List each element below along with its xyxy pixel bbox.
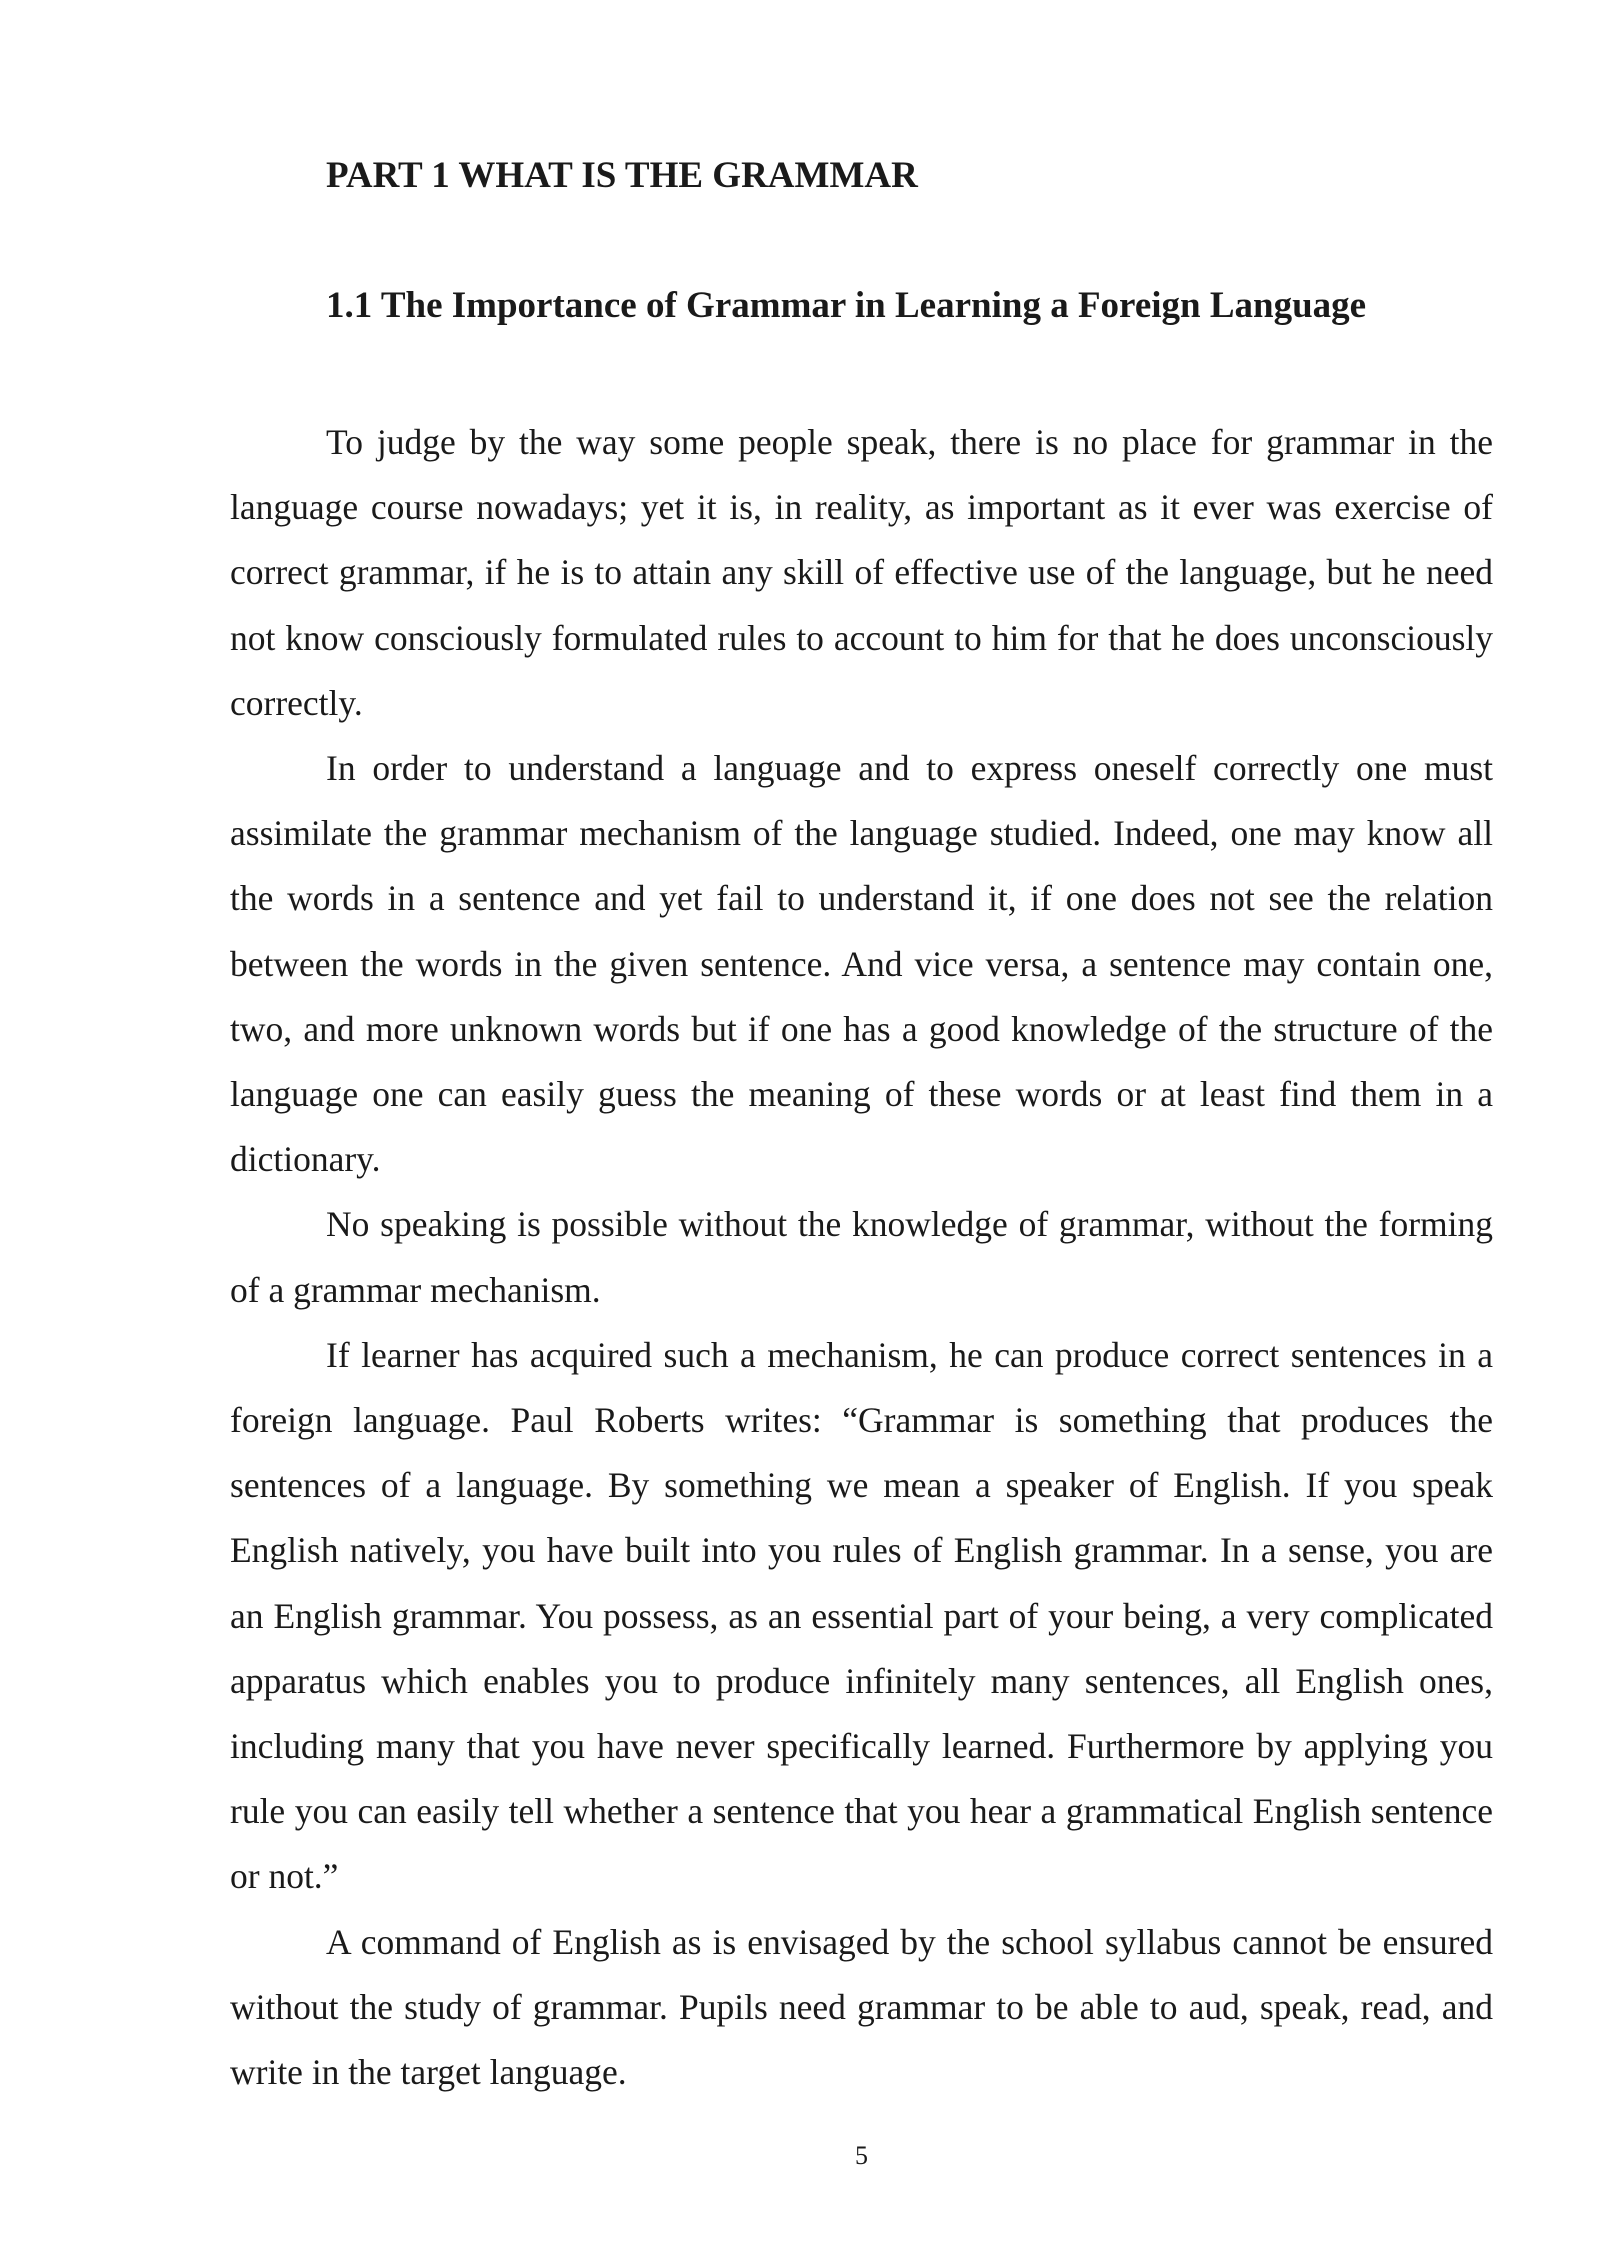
section-title: 1.1 The Importance of Grammar in Learning a Foreign Language <box>326 285 1367 326</box>
paragraph: In order to understand a language and to express oneself correctly one must assimilate the grammar mechanism of the language studied. Indeed, one may know all the words in a sentence and yet fail to understand it, if one does not see the relation between the words in the given sentence. And vice versa, a sentence may contain one, two, and more unknown words but if one has a good knowledge of the structure of the language one can easily guess the meaning of these words or at least find them in a dictionary. <box>230 748 1493 1180</box>
page-number: 5 <box>855 2141 868 2170</box>
paragraph: A command of English as is envisaged by the school syllabus cannot be ensured without the study of grammar. Pupils need grammar to be able to aud, speak, read, and write in the target language. <box>230 1921 1493 2093</box>
paragraph: To judge by the way some people speak, there is no place for grammar in the language course nowadays; yet it is, in reality, as important as it ever was exercise of correct grammar, if he is to attain any skill of effective use of the language, but he need not know consciously formulated rules to account to him for that he does unconsciously correctly. <box>230 422 1493 723</box>
paragraph: If learner has acquired such a mechanism, he can produce correct sentences in a foreign language. Paul Roberts writes: “Grammar is something that produces the sentences of a language. By something we mean a speaker of English. If you speak English natively, you have built into you rules of English grammar. In a sense, you are an English grammar. You possess, as an essential part of your being, a very complicated apparatus which enables you to produce infinitely many sentences, all English ones, including many that you have never specifically learned. Furthermore by applying you rule you can easily tell whether a sentence that you hear a grammatical English sentence or not.” <box>230 1334 1493 1897</box>
body-text <box>230 410 1493 2105</box>
paragraph: No speaking is possible without the knowledge of grammar, without the forming of a grammar mechanism. <box>230 1204 1493 1310</box>
part-title: PART 1 WHAT IS THE GRAMMAR <box>326 155 918 196</box>
